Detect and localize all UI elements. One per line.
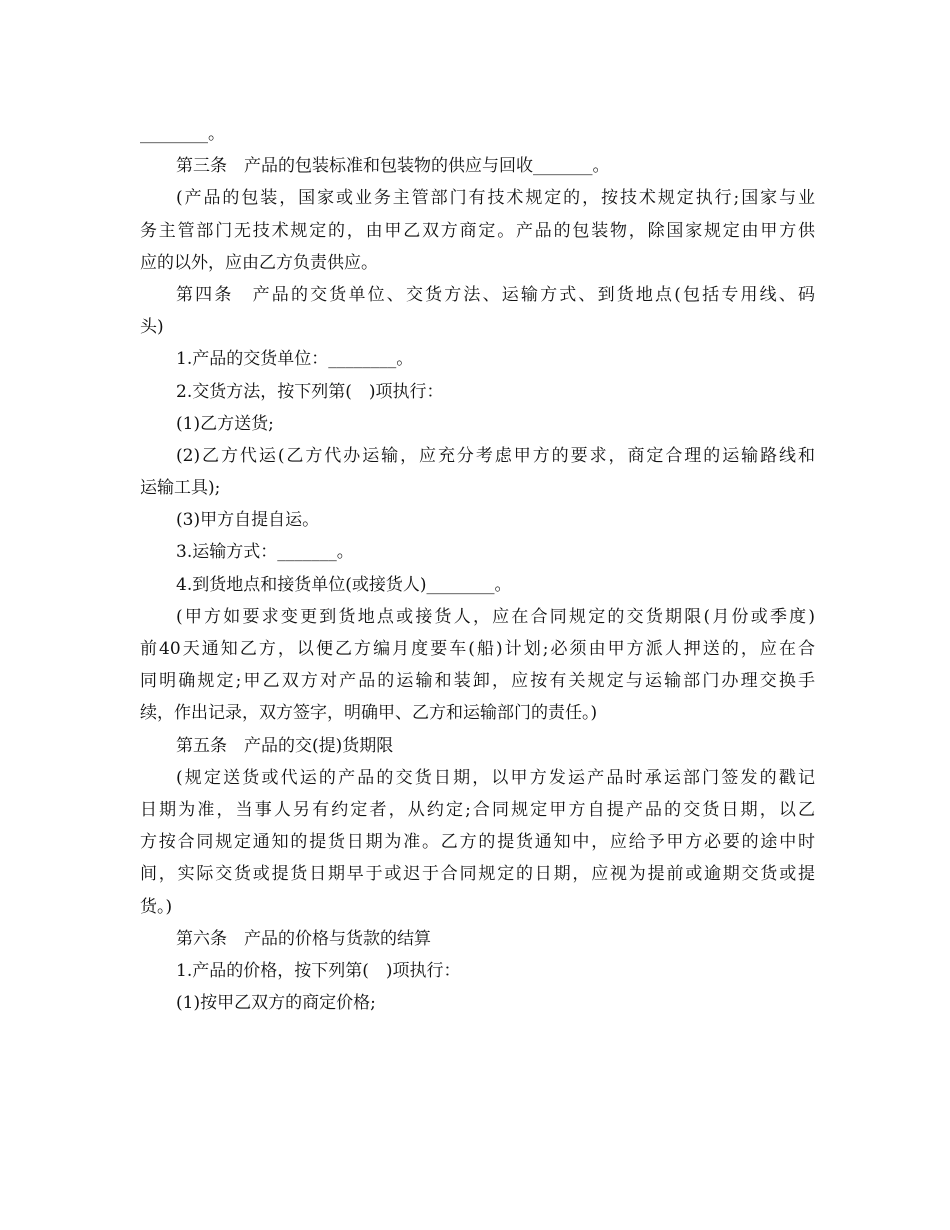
article-5-note-line-1: (规定送货或代运的产品的交货日期，以甲方发运产品时承运部门签发的戳记	[176, 767, 815, 788]
article-5-note-line-5: 货。)	[140, 896, 173, 917]
contract-body	[140, 118, 815, 1019]
price-item: 1.产品的价格，按下列第( )项执行：	[176, 960, 461, 981]
option-seller-ships-line-2: 运输工具);	[140, 478, 221, 499]
article-3-note-line-2: 务主管部门无技术规定的，由甲乙双方商定。产品的包装物，除国家规定由甲方供	[140, 220, 815, 241]
article-5-note-line-2: 日期为准，当事人另有约定者，从约定;合同规定甲方自提产品的交货日期，以乙	[140, 799, 815, 820]
article-5-heading: 第五条 产品的交(提)货期限	[176, 735, 394, 756]
change-note-line-3: 同明确规定;甲乙双方对产品的运输和装卸，应按有关规定与运输部门办理交换手	[140, 671, 815, 692]
article-4-heading-line-2: 头)	[140, 317, 164, 338]
option-seller-ships-line-1: (2)乙方代运(乙方代办运输，应充分考虑甲方的要求，商定合理的运输路线和	[176, 445, 815, 466]
blank-line-end: ________。	[140, 124, 225, 144]
option-seller-delivers: (1)乙方送货;	[176, 413, 274, 434]
article-5-note-line-4: 间，实际交货或提货日期早于或迟于合同规定的日期，应视为提前或逾期交货或提	[140, 864, 815, 885]
article-3-note-line-3: 应的以外，应由乙方负责供应。	[140, 252, 378, 273]
transport-method-item: 3.运输方式：_______。	[176, 542, 354, 563]
delivery-method-item: 2.交货方法，按下列第( )项执行：	[176, 381, 444, 402]
option-buyer-picks-up: (3)甲方自提自运。	[176, 510, 320, 531]
article-3-heading: 第三条 产品的包装标准和包装物的供应与回收_______。	[176, 156, 610, 177]
change-note-line-4: 续，作出记录，双方签字，明确甲、乙方和运输部门的责任。)	[140, 703, 598, 724]
article-4-heading-line-1: 第四条 产品的交货单位、交货方法、运输方式、到货地点(包括专用线、码	[176, 284, 815, 305]
change-note-line-2: 前40天通知乙方，以便乙方编月度要车(船)计划;必须由甲方派人押送的，应在合	[140, 639, 815, 659]
article-3-note-line-1: (产品的包装，国家或业务主管部门有技术规定的，按技术规定执行;国家与业	[176, 188, 815, 209]
article-5-note-line-3: 方按合同规定通知的提货日期为准。乙方的提货通知中，应给予甲方必要的途中时	[140, 832, 815, 853]
change-note-line-1: (甲方如要求变更到货地点或接货人，应在合同规定的交货期限(月份或季度)	[176, 606, 815, 627]
destination-item: 4.到货地点和接货单位(或接货人)________。	[176, 574, 512, 595]
article-6-heading: 第六条 产品的价格与货款的结算	[176, 928, 431, 949]
delivery-unit-item: 1.产品的交货单位：________。	[176, 349, 414, 370]
price-option-negotiated: (1)按甲乙双方的商定价格;	[176, 993, 376, 1014]
